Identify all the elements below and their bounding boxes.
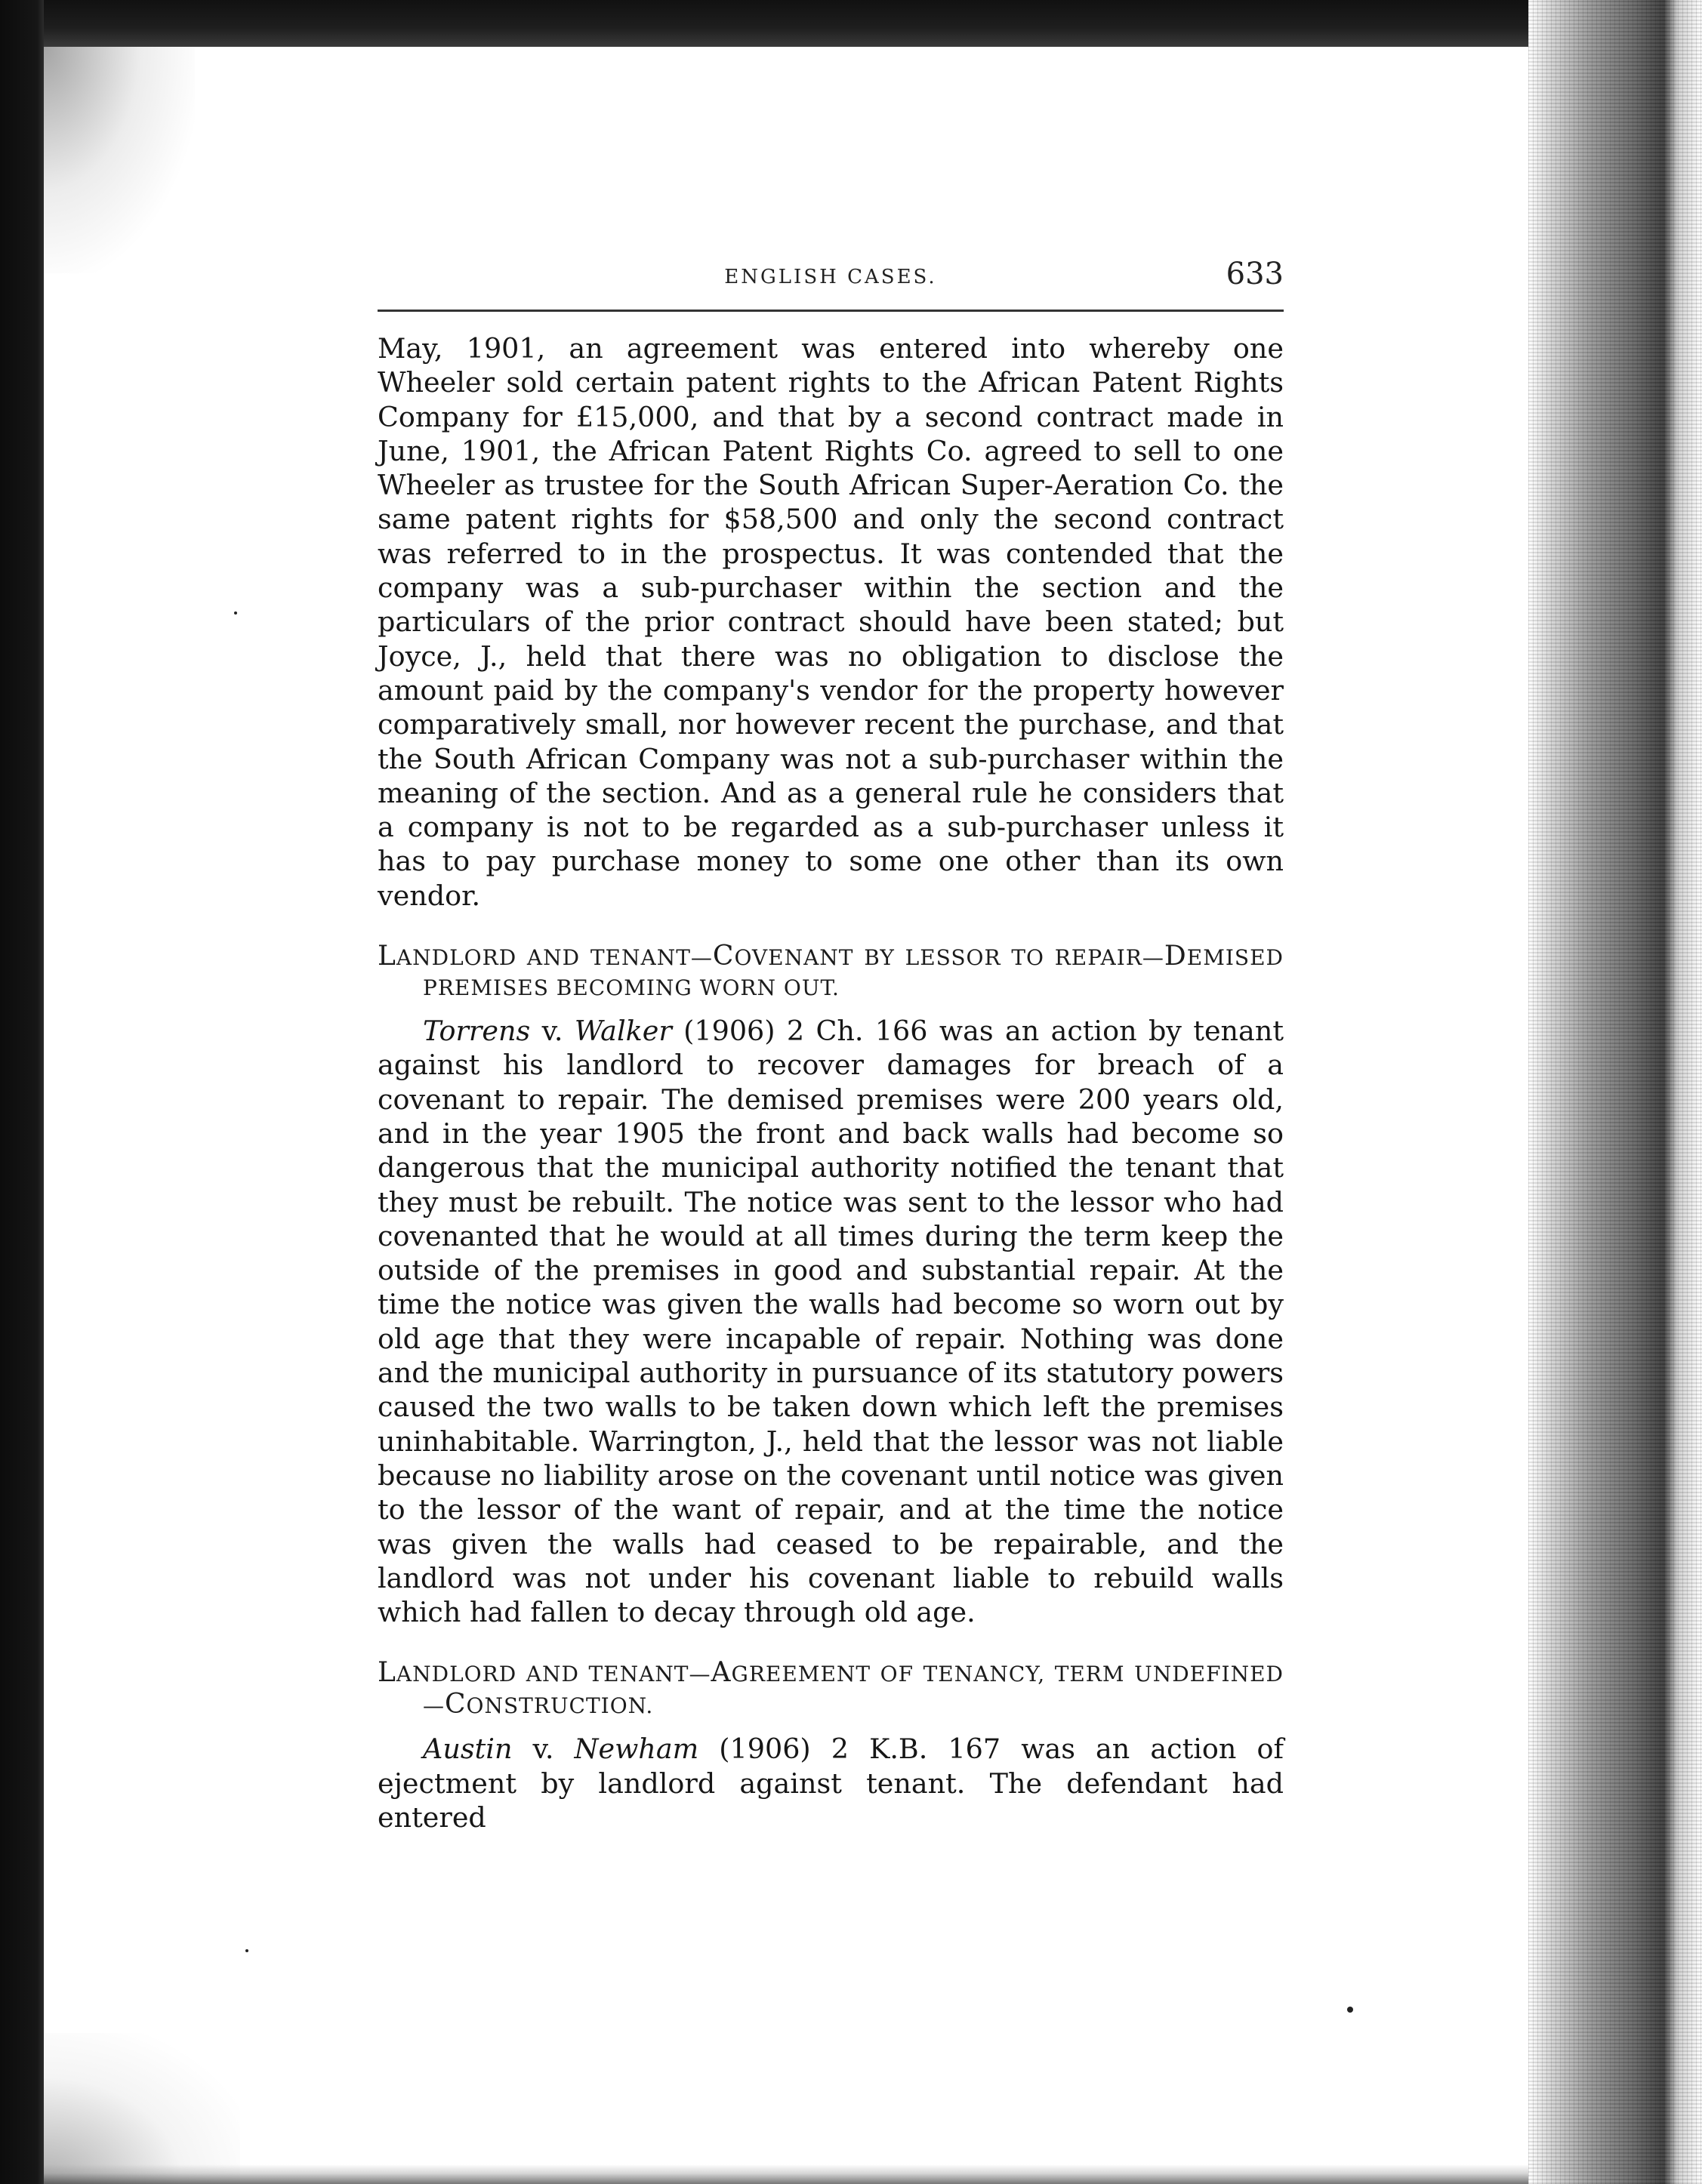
header-rule	[378, 310, 1284, 312]
scan-bottom-corner-shadow	[44, 2033, 240, 2184]
book-page	[378, 257, 1284, 1834]
speck-mark	[245, 1949, 248, 1952]
case-name-plaintiff: Austin	[423, 1733, 513, 1766]
speck-mark	[234, 611, 237, 615]
case-name-defendant: Newham	[574, 1733, 699, 1766]
paragraph-austin-v-newham: Austin v. Newham (1906) 2 K.B. 167 was an action of ejectment by landlord against tenant. The defendant had entered	[378, 1733, 1284, 1834]
scan-corner-shadow	[44, 47, 195, 273]
scan-bottom-edge	[44, 2164, 1554, 2184]
page-number: 633	[1226, 257, 1284, 291]
paragraph-torrens-v-walker: Torrens v. Walker (1906) 2 Ch. 166 was an action by tenant against his landlord to recover damages for breach of a covenant to repair. The demised premises were 200 years old, and in the year 1905 the front and back walls had become so dangerous that the municipal authority notified the tenant that they must be rebuilt. The notice was sent to the lessor who had covenanted that he would at all times during the term keep the outside of the premises in good and substantial repair. At the time the notice was given the walls had become so worn out by old age that they were incapable of repair. Nothing was done and the municipal authority in pursuance of its statutory powers caused the two walls to be taken down which left the premises uninhabitable. Warrington, J., held that the lessor was not liable because no liability arose on the covenant until notice was given to the lessor of the want of repair, and at the time the notice was given the walls had ceased to be repairable, and the landlord was not under his covenant liable to rebuild walls which had fallen to decay through old age.	[378, 1015, 1284, 1629]
speck-mark	[1347, 2007, 1353, 2013]
scan-top-border	[0, 0, 1702, 47]
section-heading-landlord-tenant-agreement: LANDLORD AND TENANT—AGREEMENT OF TENANCY, TERM UNDEFINED—CONSTRUCTION.	[378, 1657, 1284, 1720]
case-name-plaintiff: Torrens	[423, 1015, 531, 1048]
paragraph-continuation: May, 1901, an agreement was entered into whereby one Wheeler sold certain patent rights to the African Patent Rights Company for £15,000, and that by a second contract made in June, 1901, the African Patent Rights Co. agreed to sell to one Wheeler as trustee for the South African Super-Aeration Co. the same patent rights for $58,500 and only the second contract was referred to in the prospectus. It was contended that the company was a sub-purchaser within the section and the particulars of the prior contract should have been stated; but Joyce, J., held that there was no obligation to disclose the amount paid by the company's vendor for the property however comparatively small, nor however recent the purchase, and that the South African Company was not a sub-purchaser within the meaning of the section. And as a general rule he considers that a company is not to be regarded as a sub-purchaser unless it has to pay purchase money to some one other than its own vendor.	[378, 332, 1284, 912]
running-head	[378, 257, 1284, 299]
section-heading-landlord-tenant-repair: LANDLORD AND TENANT—COVENANT BY LESSOR TO REPAIR—DEMISED PREMISES BECOMING WORN OUT.	[378, 941, 1284, 1001]
case-name-defendant: Walker	[574, 1015, 672, 1048]
scan-book-spine-edge	[1528, 0, 1702, 2184]
scan-left-border	[0, 0, 44, 2184]
running-title: ENGLISH CASES.	[724, 266, 937, 288]
